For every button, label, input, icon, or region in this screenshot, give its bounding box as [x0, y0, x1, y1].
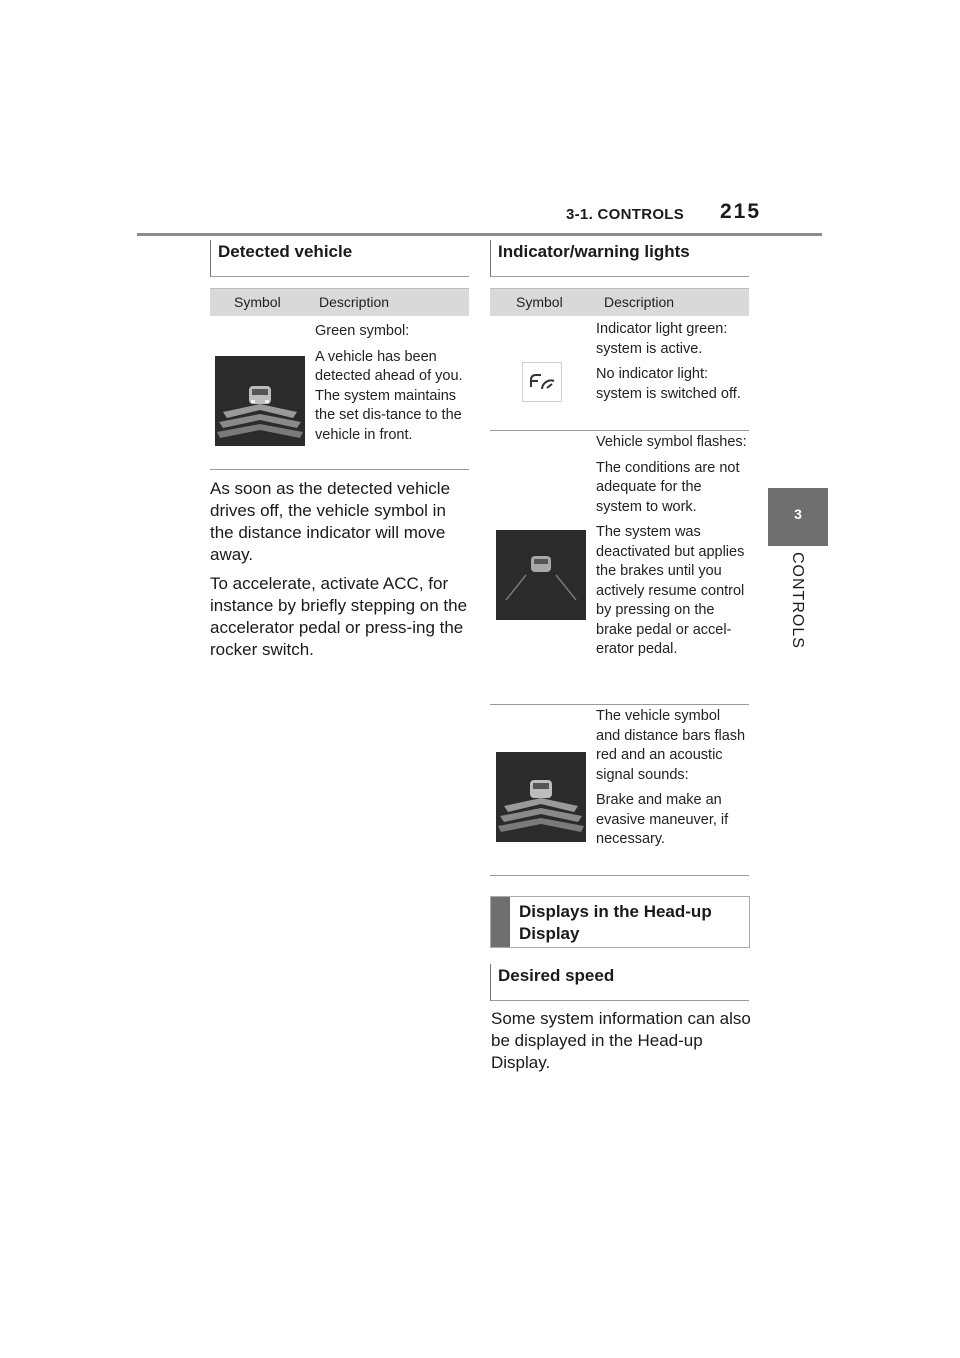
left-table-bottom-rule — [210, 469, 469, 470]
car-ahead-distance-bars-icon — [215, 356, 305, 446]
right-row1-p1: Indicator light green: system is active. — [596, 321, 728, 357]
chapter-label: CONTROLS — [789, 552, 806, 649]
detected-vehicle-heading: Detected vehicle — [210, 240, 469, 277]
acc-indicator-icon — [522, 362, 562, 402]
left-row1-description — [315, 322, 465, 451]
head-up-display-box — [490, 896, 750, 948]
vehicle-red-warning-icon — [496, 752, 586, 842]
left-body — [210, 478, 472, 668]
right-row2-p2: The conditions are not adequate for the system to work. — [596, 459, 740, 515]
chapter-number: 3 — [794, 506, 802, 522]
right-body — [491, 1008, 753, 1081]
box-accent-bar — [491, 897, 510, 947]
left-row1-p1: Green symbol: — [315, 323, 410, 339]
col-symbol: Symbol — [516, 294, 563, 310]
right-row1-description — [596, 320, 748, 410]
left-para-2: To accelerate, activate ACC, for instance by briefly stepping on the accelerator pedal or press-ing the rocker switch. — [210, 574, 468, 659]
vehicle-flashing-icon — [496, 530, 586, 620]
right-para: Some system information can also be displayed in the Head-up Display. — [491, 1009, 751, 1072]
left-para-1: As soon as the detected vehicle drives off, the vehicle symbol in the distance indicator will move away. — [210, 479, 451, 564]
left-table-header — [210, 288, 469, 316]
right-row2-description — [596, 433, 750, 666]
indicator-lights-heading: Indicator/warning lights — [490, 240, 749, 277]
right-table-bottom-rule — [490, 875, 749, 876]
head-up-display-heading: Displays in the Head-up Display — [519, 902, 712, 943]
right-row3-description — [596, 707, 748, 856]
section-title: 3-1. CONTROLS — [566, 206, 685, 223]
col-description: Description — [604, 294, 675, 310]
right-row2-p1: Vehicle symbol flashes: — [596, 434, 747, 450]
col-description: Description — [319, 294, 390, 310]
page-number: 215 — [720, 200, 762, 223]
header-rule — [137, 233, 822, 236]
right-row1-rule — [490, 430, 749, 431]
right-table-header — [490, 288, 749, 316]
right-row3-p1: The vehicle symbol and distance bars flash red and an acoustic signal sounds: — [596, 708, 746, 783]
right-row1-p2: No indicator light: system is switched off. — [596, 366, 741, 402]
right-row2-p3: The system was deactivated but applies the brakes until you actively resume control by pressing on the brake pedal or accel-erator pedal. — [596, 524, 745, 657]
desired-speed-heading: Desired speed — [490, 964, 749, 1001]
right-row3-p2: Brake and make an evasive maneuver, if necessary. — [596, 792, 729, 847]
col-symbol: Symbol — [234, 294, 281, 310]
left-row1-p2: A vehicle has been detected ahead of you. The system maintains the set dis-tance to the vehicle in front. — [315, 348, 463, 443]
right-row2-rule — [490, 704, 749, 705]
